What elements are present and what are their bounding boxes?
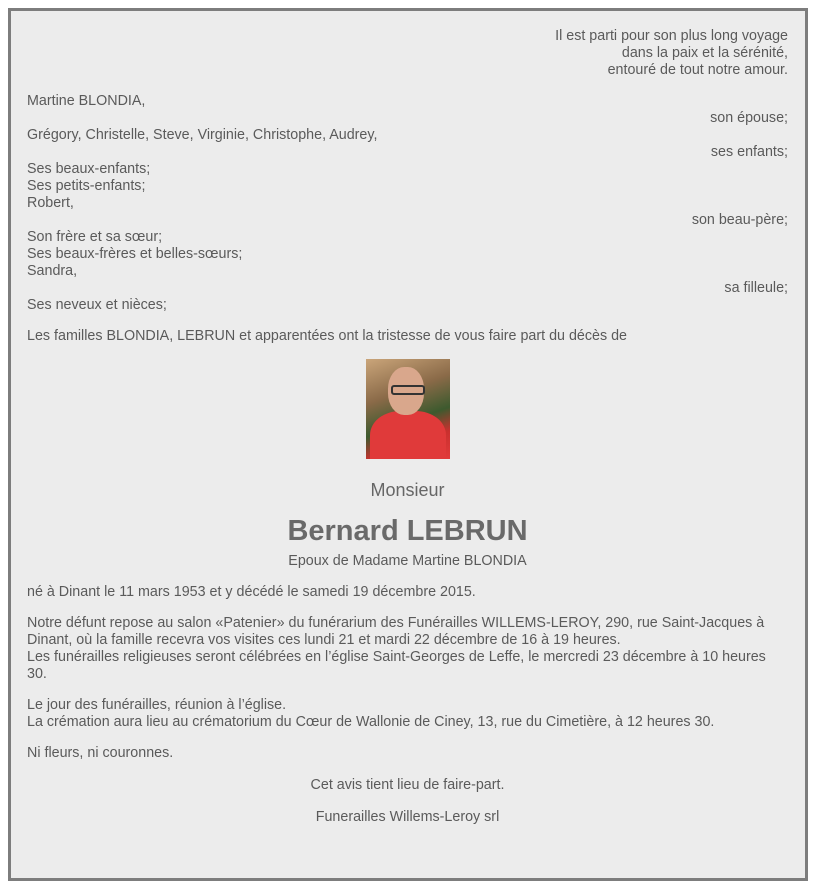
children-names: Grégory, Christelle, Steve, Virginie, Christophe, Audrey, xyxy=(27,127,378,143)
spouse-of: Epoux de Madame Martine BLONDIA xyxy=(288,553,527,569)
goddaughter-role: sa filleule; xyxy=(724,280,788,296)
meeting-info: Le jour des funérailles, réunion à l’église. xyxy=(27,697,287,713)
poem-line: Il est parti pour son plus long voyage xyxy=(555,28,788,44)
deceased-name: Bernard LEBRUN xyxy=(287,515,528,547)
goddaughter-name: Sandra, xyxy=(27,263,78,279)
funeral-home: Funerailles Willems-Leroy srl xyxy=(315,809,500,825)
portrait-photo xyxy=(366,359,450,459)
cremation-info: La crémation aura lieu au crématorium du Cœur de Wallonie de Ciney, 13, rue du Cimetière, à 12 heures 30. xyxy=(27,714,715,730)
siblings-in-law: Ses beaux-frères et belles-sœurs; xyxy=(27,246,243,262)
poem xyxy=(27,28,788,79)
ceremony-details: Les funérailles religieuses seront célébrées en l’église Saint-Georges de Leffe, le mercredi 23 décembre à 10 heures 30. xyxy=(27,649,766,682)
notice: Cet avis tient lieu de faire-part. xyxy=(310,777,505,793)
rest-details: Notre défunt repose au salon «Patenier» du funérarium des Funérailles WILLEMS-LEROY, 290, rue Saint-Jacques à Dinant, où la famille recevra vos visites ces lundi 21 et mardi 22 décembre de 16 à 19 heures. xyxy=(27,615,765,648)
honorific: Monsieur xyxy=(370,480,445,500)
birth-death: né à Dinant le 11 mars 1953 et y décédé le samedi 19 décembre 2015. xyxy=(27,584,476,600)
spouse-name: Martine BLONDIA, xyxy=(27,93,146,109)
obituary-card xyxy=(8,8,808,881)
father-in-law-name: Robert, xyxy=(27,195,74,211)
poem-line: entouré de tout notre amour. xyxy=(607,62,788,78)
announcement: Les familles BLONDIA, LEBRUN et apparentées ont la tristesse de vous faire part du décès de xyxy=(27,328,627,344)
no-flowers: Ni fleurs, ni couronnes. xyxy=(27,745,174,761)
grandchildren: Ses petits-enfants; xyxy=(27,178,146,194)
siblings: Son frère et sa sœur; xyxy=(27,229,163,245)
children-role: ses enfants; xyxy=(710,144,788,160)
poem-line: dans la paix et la sérénité, xyxy=(621,45,788,61)
nephews-nieces: Ses neveux et nièces; xyxy=(27,297,167,313)
father-in-law-role: son beau-père; xyxy=(691,212,788,228)
stepchildren: Ses beaux-enfants; xyxy=(27,161,151,177)
spouse-role: son épouse; xyxy=(710,110,788,126)
